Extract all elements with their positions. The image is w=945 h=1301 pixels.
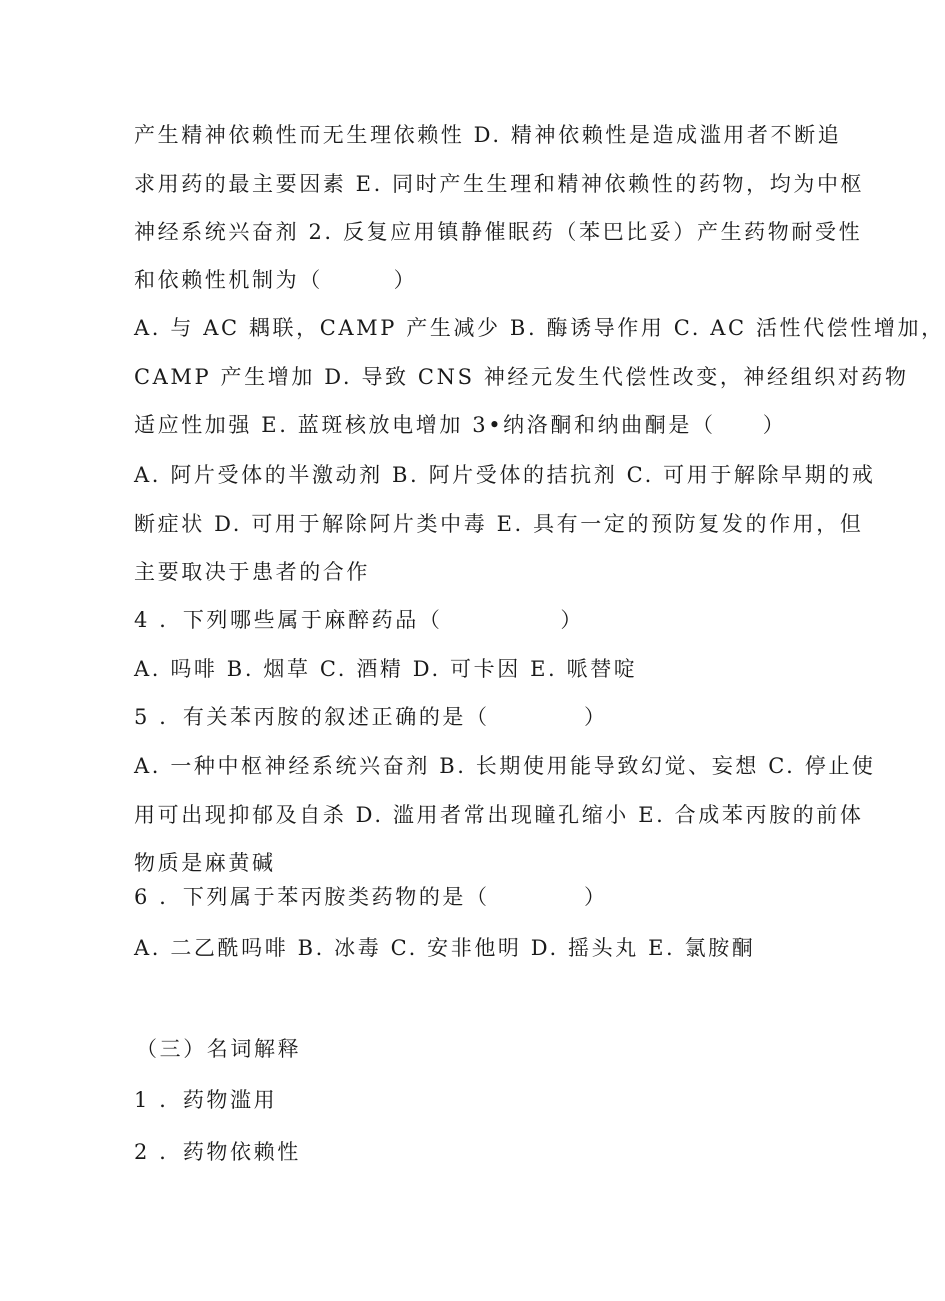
options-line: 物质是麻黄碱 bbox=[134, 851, 276, 875]
text-line: 和依赖性机制为（ ） bbox=[134, 268, 418, 292]
options-line: A. 二乙酰吗啡 B. 冰毒 C. 安非他明 D. 摇头丸 E. 氯胺酮 bbox=[134, 936, 756, 960]
term-item: 2 ．药物依赖性 bbox=[134, 1140, 301, 1164]
text-line: 求用药的最主要因素 E. 同时产生生理和精神依赖性的药物，均为中枢 bbox=[134, 172, 865, 196]
text-line: 产生精神依赖性而无生理依赖性 D. 精神依赖性是造成滥用者不断追 bbox=[134, 123, 842, 147]
term-item: 1 ．药物滥用 bbox=[134, 1088, 278, 1112]
options-line: 用可出现抑郁及自杀 D. 滥用者常出现瞳孔缩小 E. 合成苯丙胺的前体 bbox=[134, 803, 864, 827]
question-line: 4 ．下列哪些属于麻醉药品（ ） bbox=[134, 608, 585, 632]
question-line: 6 ．下列属于苯丙胺类药物的是（ ） bbox=[134, 885, 608, 909]
text-line: 神经系统兴奋剂 2. 反复应用镇静催眠药（苯巴比妥）产生药物耐受性 bbox=[134, 220, 863, 244]
text-line: 适应性加强 E. 蓝斑核放电增加 3•纳洛酮和纳曲酮是（ ） bbox=[134, 413, 787, 437]
options-line: A. 一种中枢神经系统兴奋剂 B. 长期使用能导致幻觉、妄想 C. 停止使 bbox=[134, 754, 876, 778]
options-line: A. 吗啡 B. 烟草 C. 酒精 D. 可卡因 E. 哌替啶 bbox=[134, 657, 638, 681]
text-line: A. 与 AC 耦联，CAMP 产生减少 B. 酶诱导作用 C. AC 活性代偿性增加， bbox=[134, 316, 945, 340]
text-line: 断症状 D. 可用于解除阿片类中毒 E. 具有一定的预防复发的作用，但 bbox=[134, 512, 864, 536]
question-line: 5 ．有关苯丙胺的叙述正确的是（ ） bbox=[134, 705, 608, 729]
text-line: CAMP 产生增加 D. 导致 CNS 神经元发生代偿性改变，神经组织对药物 bbox=[134, 365, 909, 389]
section-heading: （三）名词解释 bbox=[136, 1037, 302, 1061]
text-line: 主要取决于患者的合作 bbox=[134, 560, 370, 584]
text-line: A. 阿片受体的半激动剂 B. 阿片受体的拮抗剂 C. 可用于解除早期的戒 bbox=[134, 463, 876, 487]
